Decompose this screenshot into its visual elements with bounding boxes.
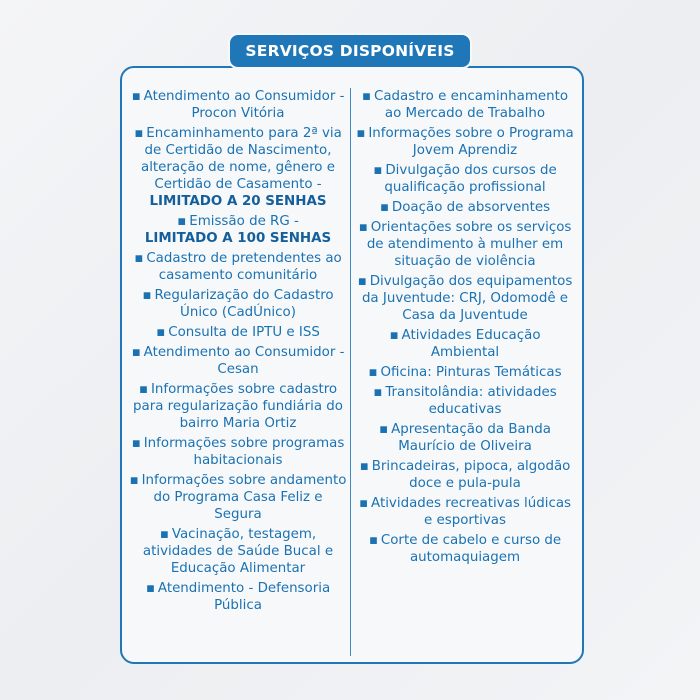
bullet-icon: ▪ — [138, 382, 148, 397]
bullet-icon: ▪ — [373, 385, 383, 400]
services-list-right — [355, 88, 575, 569]
bullet-icon: ▪ — [131, 89, 141, 104]
service-item: ▪ Brincadeiras, pipoca, algodão doce e pula-pula — [359, 459, 571, 491]
bullet-icon: ▪ — [368, 365, 378, 380]
bullet-icon: ▪ — [131, 436, 141, 451]
bullet-icon: ▪ — [145, 581, 155, 596]
bullet-icon: ▪ — [134, 126, 144, 141]
service-item: ▪ Emissão de RG - LIMITADO A 100 SENHAS — [128, 213, 348, 247]
bullet-icon: ▪ — [131, 345, 141, 360]
column-divider — [350, 88, 351, 656]
service-item: ▪ Divulgação dos equipamentos da Juventude: CRJ, Odomodê e Casa da Juventude — [357, 274, 573, 323]
service-item: ▪ Transitolândia: atividades educativas — [373, 385, 557, 417]
section-title: SERVIÇOS DISPONÍVEIS — [245, 42, 455, 60]
bullet-icon: ▪ — [177, 214, 187, 229]
bullet-icon: ▪ — [159, 527, 169, 542]
service-item: ▪ Atividades Educação Ambiental — [389, 328, 541, 360]
bullet-icon: ▪ — [142, 288, 152, 303]
bullet-icon: ▪ — [156, 325, 166, 340]
bullet-icon: ▪ — [373, 163, 383, 178]
service-item: ▪ Informações sobre o Programa Jovem Aprendiz — [356, 126, 574, 158]
bullet-icon: ▪ — [134, 251, 144, 266]
bullet-icon: ▪ — [389, 328, 399, 343]
limit-note: LIMITADO A 100 SENHAS — [144, 231, 332, 246]
service-item: ▪ Corte de cabelo e curso de automaquiagem — [368, 533, 562, 565]
bullet-icon: ▪ — [379, 422, 389, 437]
bullet-icon: ▪ — [358, 496, 369, 511]
service-item: ▪ Vacinação, testagem, atividades de Saúde Bucal e Educação Alimentar — [142, 527, 334, 576]
section-title-badge — [228, 33, 472, 69]
bullet-icon: ▪ — [379, 200, 389, 215]
bullet-icon: ▪ — [129, 473, 139, 488]
service-item: ▪ Oficina: Pinturas Temáticas — [368, 365, 562, 380]
service-item: ▪ Atendimento ao Consumidor - Cesan — [131, 345, 345, 377]
service-item: ▪ Regularização do Cadastro Único (CadÚnico) — [142, 288, 334, 320]
service-item: ▪ Divulgação dos cursos de qualificação profissional — [373, 163, 557, 195]
service-item: ▪ Informações sobre programas habitacionais — [131, 436, 345, 468]
service-item: ▪ Encaminhamento para 2ª via de Certidão de Nascimento, alteração de nome, gênero e Certidão de Casamento - LIMITADO A 20 SENHAS — [128, 125, 348, 210]
service-item: ▪ Doação de absorventes — [379, 200, 551, 215]
bullet-icon: ▪ — [368, 533, 378, 548]
bullet-icon: ▪ — [358, 220, 368, 235]
services-list-left — [128, 88, 348, 617]
service-item: ▪ Atendimento ao Consumidor - Procon Vitória — [131, 89, 345, 121]
service-item: ▪ Consulta de IPTU e ISS — [156, 325, 320, 340]
service-item: ▪ Cadastro e encaminhamento ao Mercado de Trabalho — [361, 89, 569, 121]
service-item: ▪ Cadastro de pretendentes ao casamento comunitário — [134, 251, 342, 283]
bullet-icon: ▪ — [357, 274, 367, 289]
bullet-icon: ▪ — [356, 126, 366, 141]
service-item: ▪ Apresentação da Banda Maurício de Oliveira — [379, 422, 551, 454]
service-item: ▪ Atividades recreativas lúdicas e esportivas — [358, 496, 572, 528]
bullet-icon: ▪ — [361, 89, 371, 104]
service-item: ▪ Orientações sobre os serviços de atendimento à mulher em situação de violência — [358, 220, 572, 269]
service-item: ▪ Informações sobre andamento do Programa Casa Feliz e Segura — [129, 473, 347, 522]
limit-note: LIMITADO A 20 SENHAS — [149, 194, 327, 209]
service-item: ▪ Atendimento - Defensoria Pública — [145, 581, 331, 613]
service-item: ▪ Informações sobre cadastro para regularização fundiária do bairro Maria Ortiz — [132, 382, 343, 431]
bullet-icon: ▪ — [359, 459, 369, 474]
